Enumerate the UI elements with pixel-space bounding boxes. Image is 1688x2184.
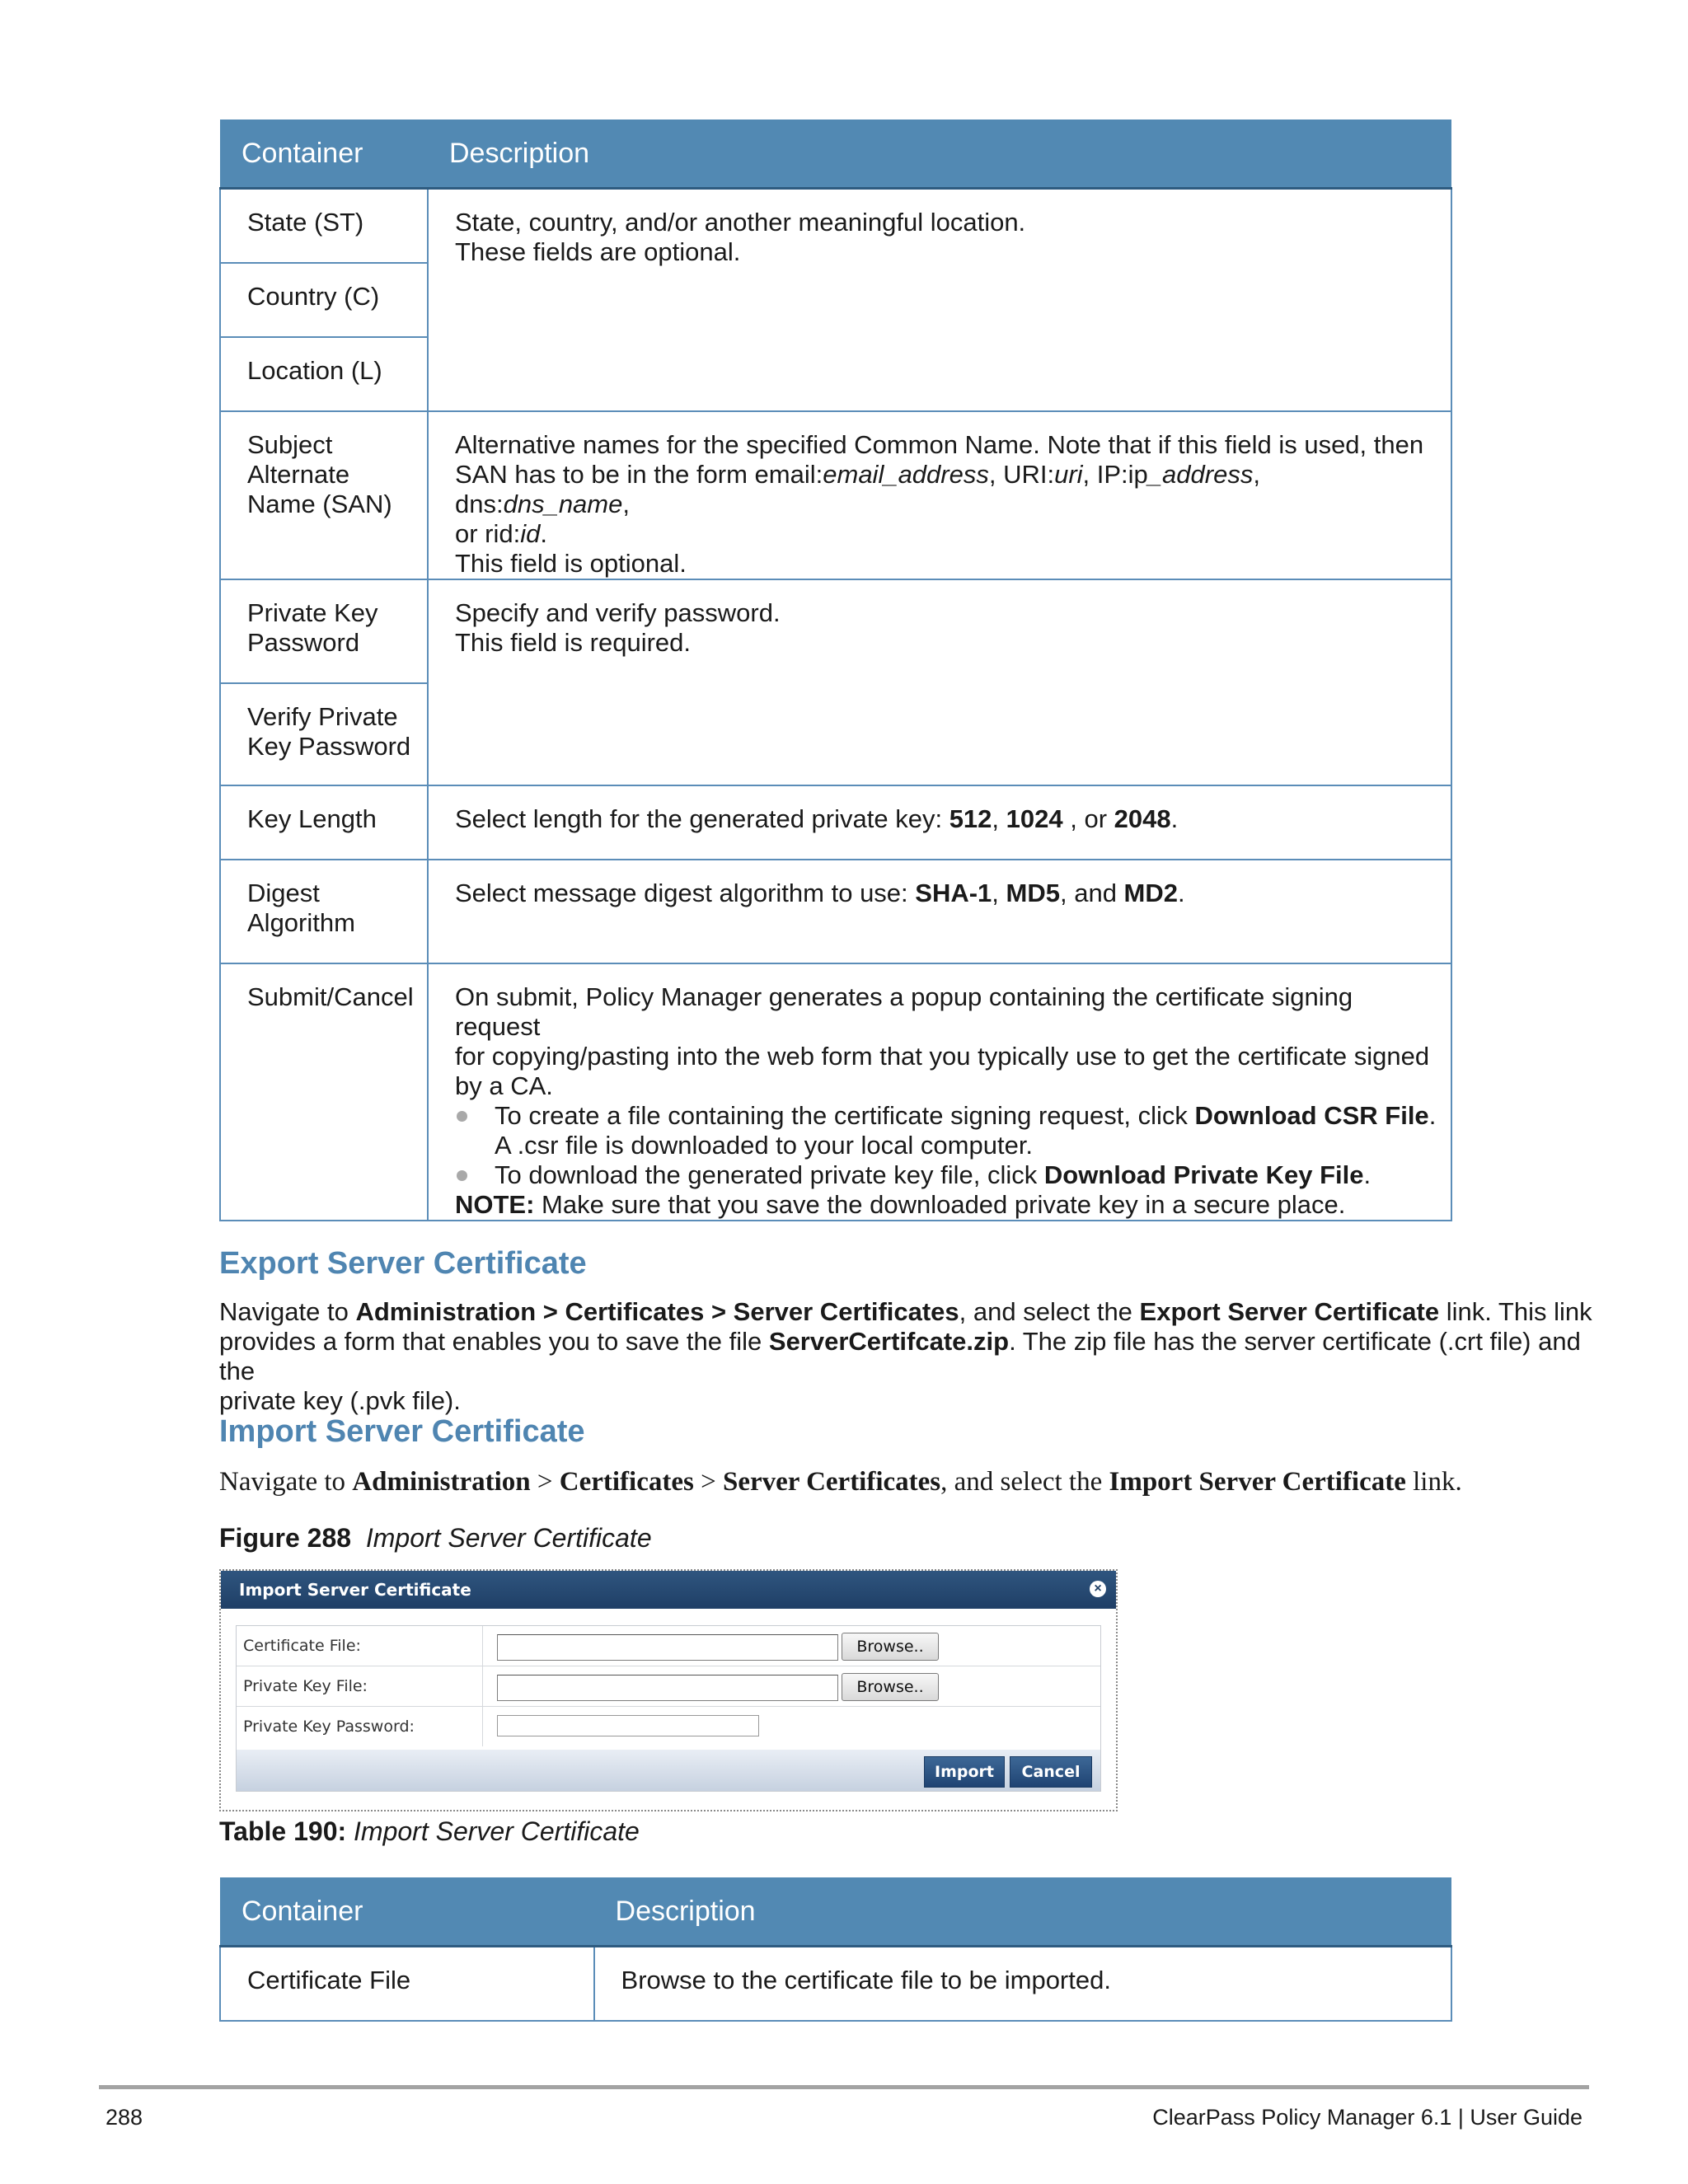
header-description: Description [428,120,1451,189]
pkp-desc-line: Specify and verify password. [454,598,781,627]
table-caption [219,1816,640,1847]
digest-label-line: Algorithm [247,907,355,937]
table-caption-label: Table 190: [219,1816,347,1846]
dialog-footer [237,1750,1100,1791]
cell-password-desc [428,579,1451,785]
pkp-label-line: Password [247,627,360,657]
header-container: Container [220,120,428,189]
table-caption-title: Import Server Certificate [354,1816,640,1846]
cell-certificate-file-desc: Browse to the certificate file to be imported. [594,1947,1451,2021]
bullet-list [455,1101,1437,1190]
location-desc-line: These fields are optional. [454,237,741,266]
footer-rule [99,2085,1589,2089]
bullet-item: To download the generated private key file, click Download Private Key File. [455,1160,1437,1190]
figure-label: Figure 288 [219,1523,352,1553]
container-table [219,120,1452,1221]
cell-certificate-file: Certificate File [220,1947,594,2021]
cell-submit-cancel: Submit/Cancel [220,963,428,1221]
pkp-desc-line: This field is required. [454,627,691,657]
cell-digest-algorithm [220,860,428,963]
table-row [220,189,1451,263]
san-desc-line: or rid:id. [454,518,547,548]
table-row [220,860,1451,963]
export-paragraph: Navigate to Administration > Certificates > Server Certificates, and select the Export Server Certificate link. This link provides a form that enables you to save the file ServerCertifcate.zip. The zip file has the server certificate (.crt file) and the private key (.pvk file). [219,1297,1592,1415]
private-key-password-label: Private Key Password: [243,1707,483,1746]
figure-title: Import Server Certificate [365,1523,652,1553]
vpkp-label-line: Key Password [247,731,411,761]
cell-submit-desc [428,963,1451,1221]
guide-title: ClearPass Policy Manager 6.1 | User Guide [1152,2105,1582,2130]
table-header-row [220,120,1451,189]
dialog-title: Import Server Certificate [221,1571,1116,1609]
close-icon[interactable]: × [1090,1581,1106,1597]
import-heading: Import Server Certificate [219,1414,585,1449]
cell-san [220,411,428,579]
cell-state: State (ST) [220,189,428,263]
page-number: 288 [106,2105,143,2130]
san-label-line: Subject [247,429,333,459]
cancel-button[interactable]: Cancel [1010,1756,1092,1788]
form-row-certificate-file [237,1626,1100,1666]
submit-desc-line: On submit, Policy Manager generates a popup containing the certificate signing request [454,982,1353,1041]
form-row-private-key-file [237,1666,1100,1707]
note-line: NOTE: Make sure that you save the downloaded private key in a secure place. [454,1189,1346,1219]
san-desc-line: Alternative names for the specified Common Name. Note that if this field is used, then [454,429,1424,459]
cell-key-length: Key Length [220,785,428,860]
cell-key-length-desc: Select length for the generated private key: 512, 1024 , or 2048. [428,785,1451,860]
digest-label-line: Digest [247,878,320,907]
san-label-line: Alternate [247,459,350,489]
table-row [220,1947,1451,2021]
cell-private-key-password [220,579,428,683]
form-row-private-key-password [237,1707,1100,1746]
private-key-file-label: Private Key File: [243,1666,483,1706]
bullet-item: To create a file containing the certificate signing request, click Download CSR File. A .csr file is downloaded to your local computer. [455,1101,1437,1160]
import-dialog [219,1569,1118,1811]
san-desc-line: SAN has to be in the form email:email_address, URI:uri, IP:ip_address, dns:dns_name, [454,459,1260,518]
san-label-line: Name (SAN) [247,489,392,518]
certificate-file-input[interactable] [497,1634,838,1661]
cell-location-desc [428,189,1451,411]
cell-verify-private-key-password [220,683,428,785]
import-paragraph: Navigate to Administration > Certificates > Server Certificates, and select the Import Server Certificate link. [219,1467,1462,1497]
cell-digest-desc: Select message digest algorithm to use: SHA-1, MD5, and MD2. [428,860,1451,963]
table-header-row [220,1877,1451,1947]
cell-location: Location (L) [220,337,428,411]
san-desc-line: This field is optional. [454,548,687,578]
table-row [220,785,1451,860]
cell-country: Country (C) [220,263,428,337]
header-description: Description [594,1877,1451,1947]
location-desc-line: State, country, and/or another meaningful location. [454,208,1026,237]
table-row [220,411,1451,579]
table-row [220,579,1451,683]
certificate-browse-button[interactable]: Browse.. [842,1633,939,1661]
certificate-file-label: Certificate File: [243,1626,483,1666]
private-key-password-input[interactable] [497,1715,759,1736]
table-row [220,963,1451,1221]
export-heading: Export Server Certificate [219,1246,587,1281]
import-certificate-table [219,1877,1452,2022]
import-button[interactable]: Import [924,1756,1005,1788]
header-container: Container [220,1877,594,1947]
dialog-form [236,1625,1101,1792]
cell-san-desc [428,411,1451,579]
submit-desc-line: by a CA. [454,1071,553,1100]
figure-caption [219,1523,652,1554]
pkp-label-line: Private Key [247,598,378,627]
private-key-file-input[interactable] [497,1675,838,1701]
vpkp-label-line: Verify Private [247,701,398,731]
submit-desc-line: for copying/pasting into the web form that you typically use to get the certificate signed [454,1041,1430,1071]
private-key-browse-button[interactable]: Browse.. [842,1673,939,1701]
